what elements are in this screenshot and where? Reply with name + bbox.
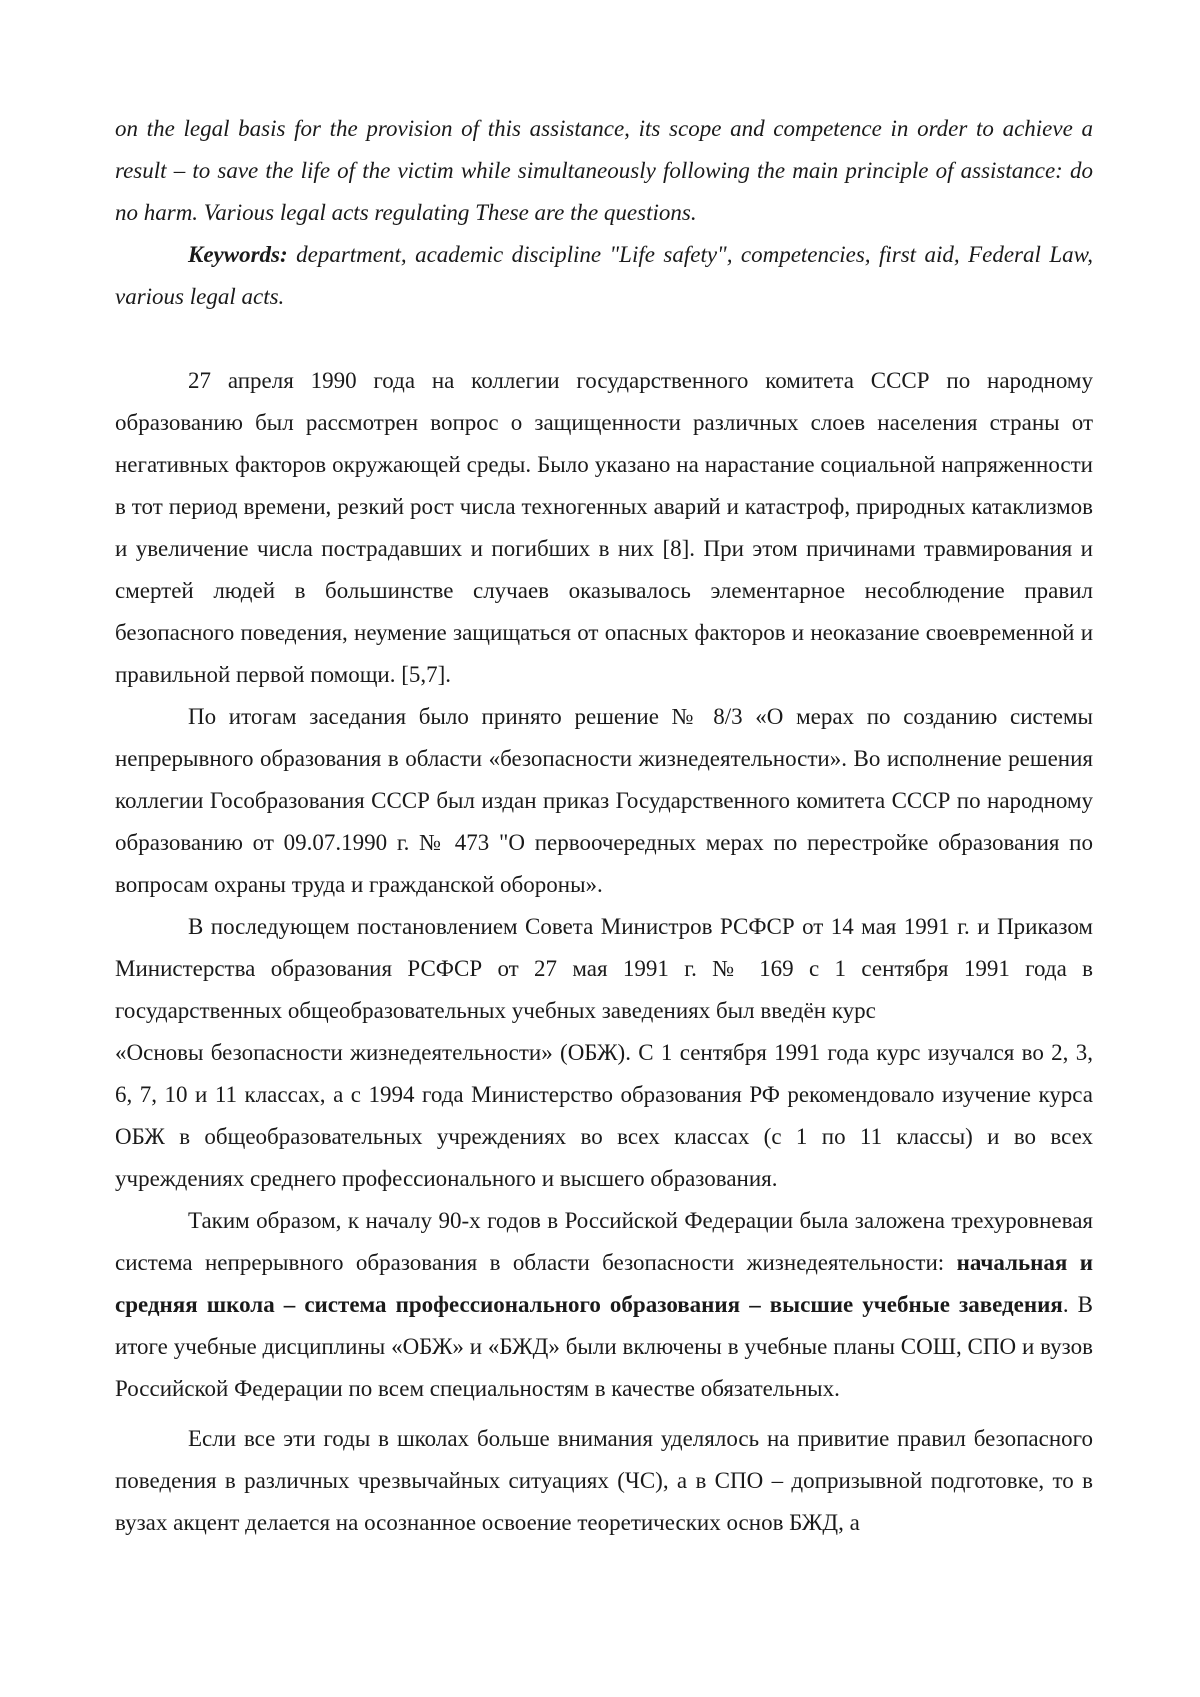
document-page (115, 108, 1093, 1544)
body-paragraph-3-part-a: В последующем постановлением Совета Министров РСФСР от 14 мая 1991 г. и Приказом Министерства образования РСФСР от 27 мая 1991 г. № 169 с 1 сентября 1991 года в государственных общеобразовательных учебных заведениях был введён курс (115, 914, 1093, 1023)
body-paragraph-4-lead: Таким образом, к началу 90-х годов в Российской Федерации была заложена трехуровневая система непрерывного образования в области безопасности жизнедеятельности: (115, 1208, 1093, 1275)
keywords-text: department, academic discipline "Life safety", competencies, first aid, Federal Law, various legal acts. (115, 242, 1093, 309)
body-paragraph-5: Если все эти годы в школах больше внимания уделялось на привитие правил безопасного поведения в различных чрезвычайных ситуациях (ЧС), а в СПО – допризывной подготовке, то в вузах акцент делается на осознанное освоение теоретических основ БЖД, а (115, 1418, 1093, 1544)
body-paragraph-1: 27 апреля 1990 года на коллегии государственного комитета СССР по народному образованию был рассмотрен вопрос о защищенности различных слоев населения страны от негативных факторов окружающей среды. Было указано на нарастание социальной напряженности в тот период времени, резкий рост числа техногенных аварий и катастроф, природных катаклизмов и увеличение числа пострадавших и погибших в них [8]. При этом причинами травмирования и смертей людей в большинстве случаев оказывалось элементарное несоблюдение правил безопасного поведения, неумение защищаться от опасных факторов и неоказание своевременной и правильной первой помощи. [5,7]. (115, 360, 1093, 696)
body-paragraph-3-part-b: «Основы безопасности жизнедеятельности» (ОБЖ). С 1 сентября 1991 года курс изучался во 2, 3, 6, 7, 10 и 11 классах, а с 1994 года Министерство образования РФ рекомендовало изучение курса ОБЖ в общеобразовательных учреждениях во всех классах (с 1 по 11 классы) и во всех учреждениях среднего профессионального и высшего образования. (115, 1032, 1093, 1200)
body-paragraph-3 (115, 906, 1093, 1200)
body-paragraph-4-tail: . В итоге учебные дисциплины «ОБЖ» и «БЖД» были включены в учебные планы СОШ, СПО и вузов Российской Федерации по всем специальностям в качестве обязательных. (115, 1292, 1093, 1401)
body-paragraph-4-emphasis: начальная и средняя школа – система профессионального образования – высшие учебные заведения (115, 1250, 1093, 1317)
keywords-paragraph (115, 234, 1093, 318)
section-gap (115, 318, 1093, 360)
abstract-continuation: on the legal basis for the provision of this assistance, its scope and competence in order to achieve a result – to save the life of the victim while simultaneously following the main principle of assistance: do no harm. Various legal acts regulating These are the questions. (115, 108, 1093, 234)
body-paragraph-4 (115, 1200, 1093, 1410)
body-paragraph-2: По итогам заседания было принято решение № 8/3 «О мерах по созданию системы непрерывного образования в области «безопасности жизнедеятельности». Во исполнение решения коллегии Гособразования СССР был издан приказ Государственного комитета СССР по народному образованию от 09.07.1990 г. № 473 "О первоочередных мерах по перестройке образования по вопросам охраны труда и гражданской обороны». (115, 696, 1093, 906)
keywords-label: Keywords: (188, 242, 288, 267)
